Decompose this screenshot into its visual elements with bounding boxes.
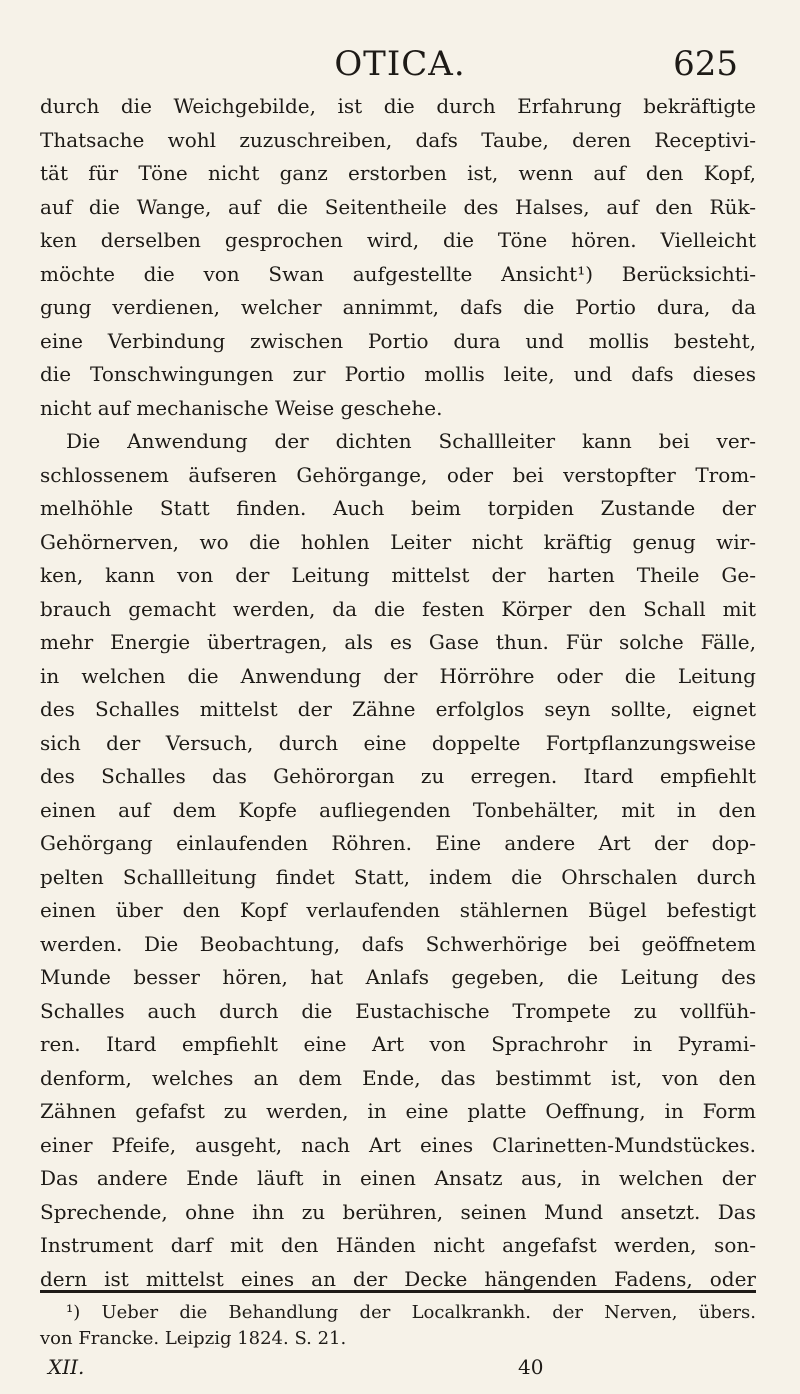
text-line: Gehörgang einlaufenden Röhren. Eine andere Art der dop- [40,831,756,855]
text-line: eine Verbindung zwischen Portio dura und mollis besteht, [40,328,756,353]
text-line: des Schalles mittelst der Zähne erfolglos seyn sollte, eignet [40,697,756,721]
signature-mark: XII. [48,1355,85,1379]
text-line: ken, kann von der Leitung mittelst der harten Theile Ge- [40,563,756,587]
text-line: Die Anwendung der dichten Schallleiter kann bei ver- [66,429,756,453]
text-line: einer Pfeife, ausgeht, nach Art eines Clarinetten-Mundstückes. [40,1132,756,1157]
text-line: brauch gemacht werden, da die festen Körper den Schall mit [40,596,756,621]
text-line: melhöhle Statt finden. Auch beim torpiden Zustande der [40,496,756,520]
text-line: Gehörnerven, wo die hohlen Leiter nicht kräftig genug wir- [40,529,756,554]
footnote-line: von Francke. Leipzig 1824. S. 21. [40,1328,347,1349]
text-line: dern ist mittelst eines an der Decke hängenden Fadens, oder [40,1266,756,1291]
text-line: Thatsache wohl zuzuschreiben, dafs Taube, deren Receptivi- [40,127,756,152]
text-line: auf die Wange, auf die Seitentheile des Halses, auf den Rük- [40,194,756,219]
text-line: die Tonschwingungen zur Portio mollis leite, und dafs dieses [40,362,756,386]
text-line: des Schalles das Gehörorgan zu erregen. Itard empfiehlt [40,764,756,788]
text-line: Zähnen gefafst zu werden, in eine platte Oeffnung, in Form [40,1099,756,1123]
text-line: Instrument darf mit den Händen nicht angefafst werden, son- [40,1233,756,1257]
footnote [40,1300,756,1352]
running-head: OTICA. [334,44,466,84]
text-line: Munde besser hören, hat Anlafs gegeben, die Leitung des [40,965,756,989]
sheet-number: 40 [518,1355,544,1379]
text-line: Das andere Ende läuft in einen Ansatz aus, in welchen der [40,1166,756,1190]
text-line: sich der Versuch, durch eine doppelte Fortpflanzungsweise [40,730,756,755]
footnote-divider [40,1290,756,1293]
text-line: ren. Itard empfiehlt eine Art von Sprachrohr in Pyrami- [40,1032,756,1056]
text-line: gung verdienen, welcher annimmt, dafs die Portio dura, da [40,295,756,319]
text-line: werden. Die Beobachtung, dafs Schwerhörige bei geöffnetem [40,931,756,956]
text-line: mehr Energie übertragen, als es Gase thun. Für solche Fälle, [40,630,756,654]
text-line: Schalles auch durch die Eustachische Trompete zu vollfüh- [40,998,756,1023]
text-line: Sprechende, ohne ihn zu berühren, seinen Mund ansetzt. Das [40,1199,756,1224]
text-line: in welchen die Anwendung der Hörröhre oder die Leitung [40,663,756,688]
text-line: schlossenem äufseren Gehörgange, oder bei verstopfter Trom- [40,462,756,487]
text-line: tät für Töne nicht ganz erstorben ist, wenn auf den Kopf, [40,161,756,185]
text-line: möchte die von Swan aufgestellte Ansicht¹) Berücksichti- [40,261,756,286]
page-header [0,44,800,84]
page-footer [40,1355,756,1383]
text-line: nicht auf mechanische Weise geschehe. [40,395,443,420]
text-line: einen auf dem Kopfe aufliegenden Tonbehälter, mit in den [40,797,756,822]
page-number: 625 [673,44,738,84]
text-line: ken derselben gesprochen wird, die Töne hören. Vielleicht [40,228,756,252]
footnote-line: ¹) Ueber die Behandlung der Localkrankh. der Nerven, übers. [66,1302,756,1323]
body-text [40,90,756,1296]
text-line: pelten Schallleitung findet Statt, indem die Ohrschalen durch [40,864,756,889]
text-line: einen über den Kopf verlaufenden stählernen Bügel befestigt [40,898,756,922]
text-line: denform, welches an dem Ende, das bestimmt ist, von den [40,1065,756,1090]
text-line: durch die Weichgebilde, ist die durch Erfahrung bekräftigte [40,94,756,118]
